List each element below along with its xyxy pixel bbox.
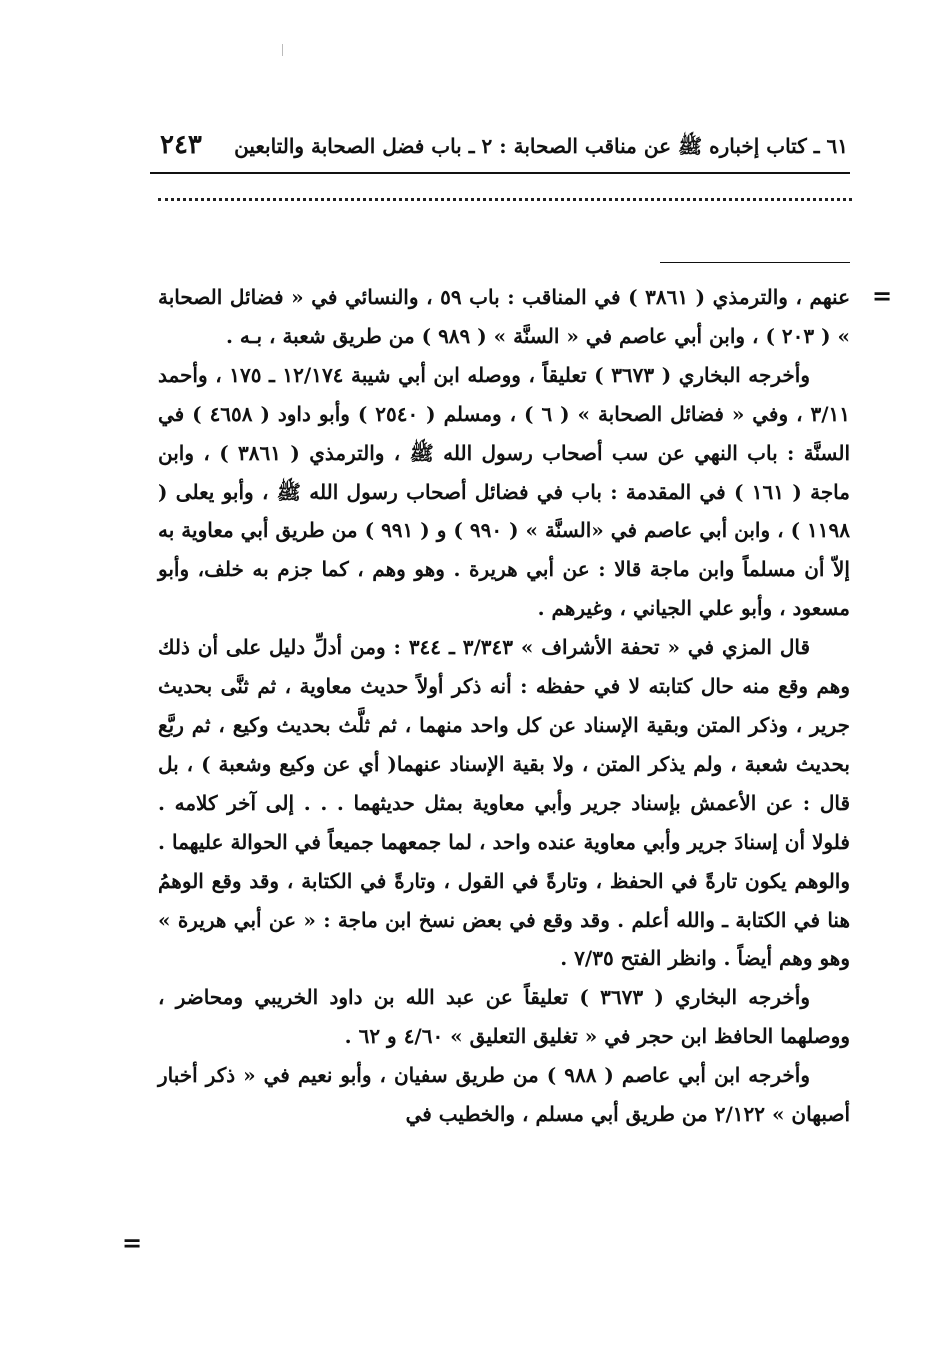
footnote-body — [158, 278, 850, 1134]
paragraph-2: وأخرجه البخاري ( ٣٦٧٣ ) تعليقاً ، ووصله ابن أبي شيبة ١٢/١٧٤ ـ ١٧٥ ، وأحمد ٣/١١ ، وفي « فضائل الصحابة » ( ٦ ) ، ومسلم ( ٢٥٤٠ ) وأبو داود ( ٤٦٥٨ ) في السنَّة : باب النهي عن سب أصحاب رسول الله ﷺ ، والترمذي ( ٣٨٦١ ) ، وابن ماجة ( ١٦١ ) في المقدمة : باب في فضائل أصحاب رسول الله ﷺ ، وأبو يعلى ( ١١٩٨ ) ، وابن أبي عاصم في «السنَّة » ( ٩٩٠ ) و ( ٩٩١ ) من طريق أبي معاوية به إلاّ أن مسلماً وابن ماجة قالا : عن أبي هريرة . وهو وهم ، كما جزم به خلف، وأبو مسعود ، وأبو علي الجياني ، وغيرهم . — [158, 362, 851, 621]
paragraph-3: قال المزي في « تحفة الأشراف » ٣/٣٤٣ ـ ٣٤٤ : ومن أدلِّ دليل على أن ذلك وهم وقع منه حال كتابته لا في حفظه : أنه ذكر أولاً حديث معاوية ، ثم ثنَّى بحديث جرير ، وذكر المتن وبقية الإسناد عن كل واحد منهما ، ثم ثلَّث بحديث وكيع ، ثم ربَّع بحديث شعبة ، ولم يذكر المتن ، ولا بقية الإسناد عنهما( أي عن وكيع وشعبة ) ، بل قال : عن الأعمش بإسناد جرير وأبي معاوية بمثل حديثهما . . . إلى آخر كلامه . فلولا أن إسنادَ جرير وأبي معاوية عنده واحد ، لما جمعهما جميعاً في الحوالة عليهما . والوهم يكون تارةً في الحفظ ، وتارةً في القول ، وتارةً في الكتابة ، وقد وقع الوهمُ هنا في الكتابة ـ والله أعلم . وقد وقع في بعض نسخ ابن ماجة : « عن أبي هريرة » وهو وهم أيضاً . وانظر الفتح ٧/٣٥ . — [158, 635, 850, 971]
header-title: ٦١ ـ كتاب إخباره ﷺ عن مناقب الصحابة : ٢ ـ باب فضل الصحابة والتابعين — [234, 134, 848, 158]
footnote-rule — [660, 262, 850, 263]
paragraph-1: عنهم ، والترمذي ( ٣٨٦١ ) في المناقب : باب ٥٩ ، والنسائي في « فضائل الصحابة » ( ٢٠٣ ) ، وابن أبي عاصم في « السنَّة » ( ٩٨٩ ) من طريق شعبة ، بـه . — [158, 285, 851, 348]
continuation-mark-bottom: = — [122, 1228, 143, 1257]
header-rule — [150, 172, 850, 174]
scan-artifact — [282, 44, 283, 56]
page-number: ٢٤٣ — [160, 130, 202, 160]
paragraph-4: وأخرجه البخاري ( ٣٦٧٣ ) تعليقاً عن عبد الله بن داود الخريبي ومحاضر ، ووصلهما الحافظ ابن حجر في « تغليق التعليق » ٤/٦٠ و ٦٢ . — [158, 985, 850, 1049]
continuation-mark-top: = — [872, 281, 893, 310]
dotted-divider — [158, 198, 852, 201]
paragraph-5: وأخرجه ابن أبي عاصم ( ٩٨٨ ) من طريق سفيان ، وأبو نعيم في « ذكر أخبار أصبهان » ٢/١٢٢ من طريق أبي مسلم ، والخطيب في — [158, 1063, 850, 1127]
running-header — [150, 128, 850, 168]
